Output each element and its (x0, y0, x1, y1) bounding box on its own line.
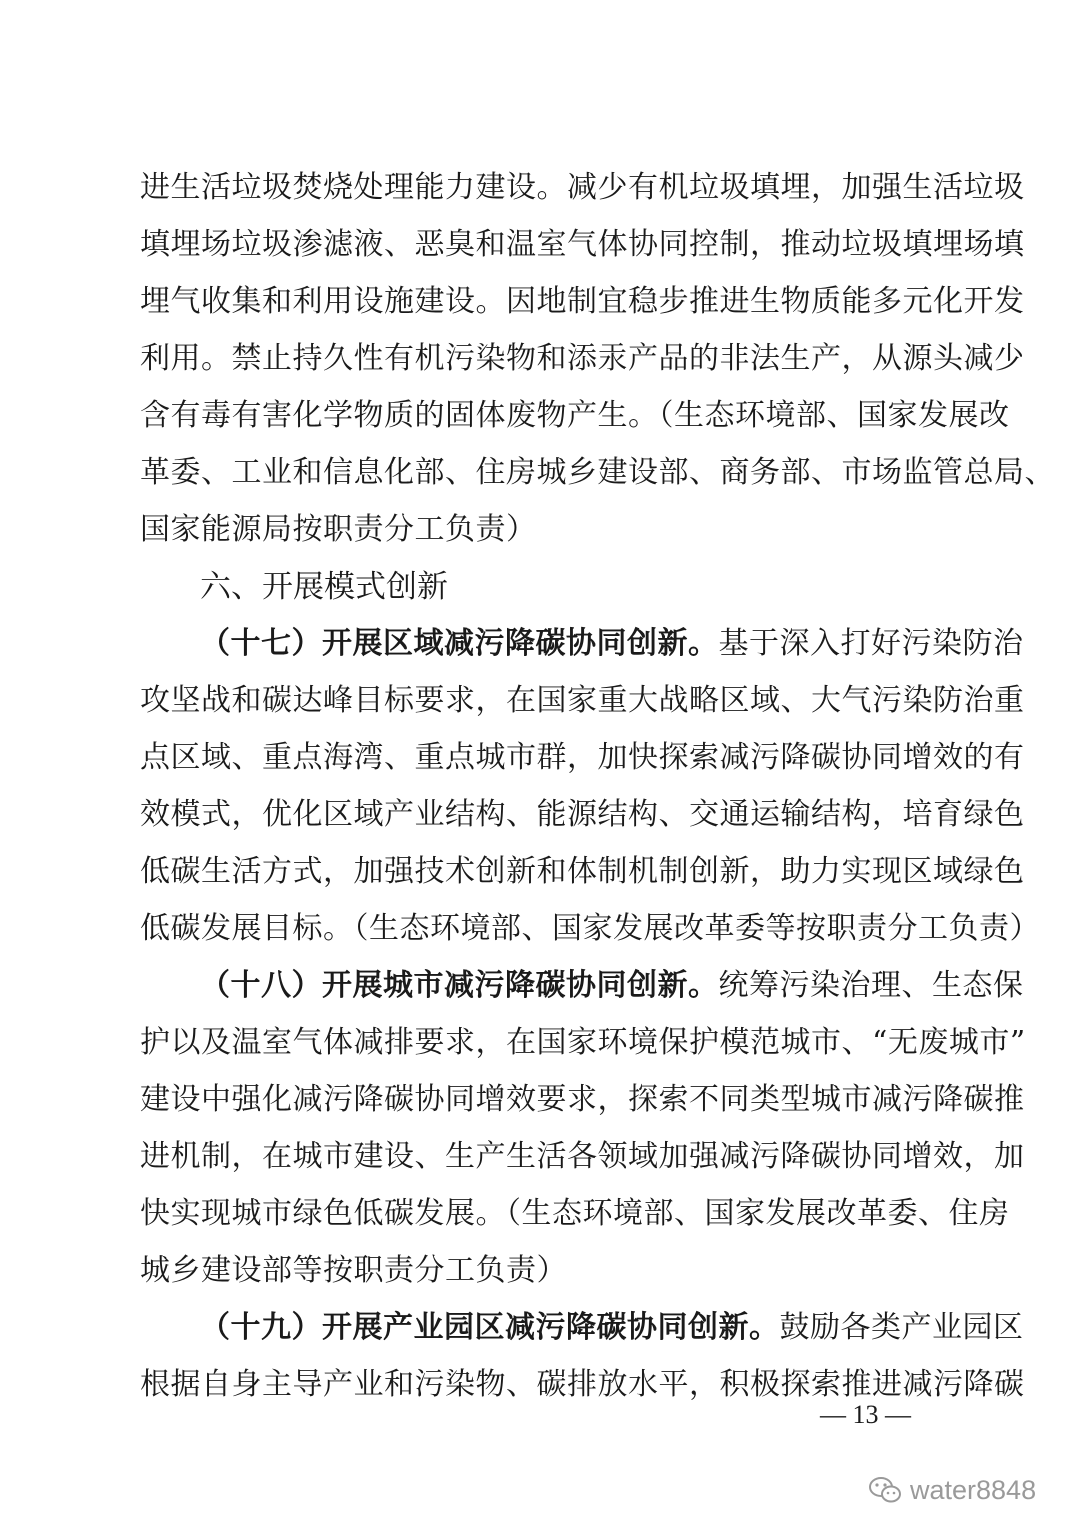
section-title: （十九）开展产业园区减污降碳协同创新。 (200, 1310, 780, 1345)
paragraph-line: 建设中强化减污降碳协同增效要求，探索不同类型城市减污降碳推 (140, 1082, 1025, 1117)
section-heading: 六、开展模式创新 (200, 569, 448, 605)
page-number: — 13 — (820, 1400, 911, 1429)
paragraph-line: 填埋场垃圾渗滤液、恶臭和温室气体协同控制，推动垃圾填埋场填 (140, 227, 1025, 262)
section-text: 基于深入打好污染防治 (718, 626, 1024, 661)
watermark-text: water8848 (910, 1474, 1037, 1505)
wechat-icon (868, 1475, 902, 1505)
section-first-line (200, 1308, 1024, 1348)
watermark (868, 1472, 1036, 1508)
paragraph-line: 快实现城市绿色低碳发展。（生态环境部、国家发展改革委、住房 (140, 1196, 1010, 1231)
paragraph-line: 护以及温室气体减排要求，在国家环境保护模范城市、“无废城市” (140, 1025, 1026, 1060)
paragraph-line: 国家能源局按职责分工负责） (140, 512, 537, 547)
section-text: 鼓励各类产业园区 (779, 1310, 1024, 1345)
section-title: （十八）开展城市减污降碳协同创新。 (200, 968, 719, 1003)
paragraph-line: 含有毒有害化学物质的固体废物产生。（生态环境部、国家发展改 (140, 398, 1010, 433)
paragraph-line: 效模式，优化区域产业结构、能源结构、交通运输结构，培育绿色 (140, 797, 1025, 832)
section-first-line (200, 966, 1024, 1006)
section-title: （十七）开展区域减污降碳协同创新。 (200, 626, 719, 661)
paragraph-line: 进机制，在城市建设、生产生活各领域加强减污降碳协同增效，加 (140, 1139, 1025, 1174)
paragraph-line: 攻坚战和碳达峰目标要求，在国家重大战略区域、大气污染防治重 (140, 683, 1025, 718)
paragraph-line: 革委、工业和信息化部、住房城乡建设部、商务部、市场监管总局、 (140, 455, 1055, 490)
paragraph-line: 根据自身主导产业和污染物、碳排放水平，积极探索推进减污降碳 (140, 1367, 1025, 1402)
paragraph-line: 埋气收集和利用设施建设。因地制宜稳步推进生物质能多元化开发 (140, 284, 1025, 319)
paragraph-line: 利用。禁止持久性有机污染物和添汞产品的非法生产，从源头减少 (140, 341, 1025, 376)
paragraph-line: 城乡建设部等按职责分工负责） (140, 1253, 567, 1288)
section-text: 统筹污染治理、生态保 (718, 968, 1024, 1003)
paragraph-line: 点区域、重点海湾、重点城市群，加快探索减污降碳协同增效的有 (140, 740, 1025, 775)
paragraph-line: 低碳生活方式，加强技术创新和体制机制创新，助力实现区域绿色 (140, 854, 1025, 889)
paragraph-line: 低碳发展目标。（生态环境部、国家发展改革委等按职责分工负责） (140, 911, 1040, 946)
section-first-line (200, 624, 1024, 664)
paragraph-line: 进生活垃圾焚烧处理能力建设。减少有机垃圾填埋，加强生活垃圾 (140, 170, 1025, 205)
